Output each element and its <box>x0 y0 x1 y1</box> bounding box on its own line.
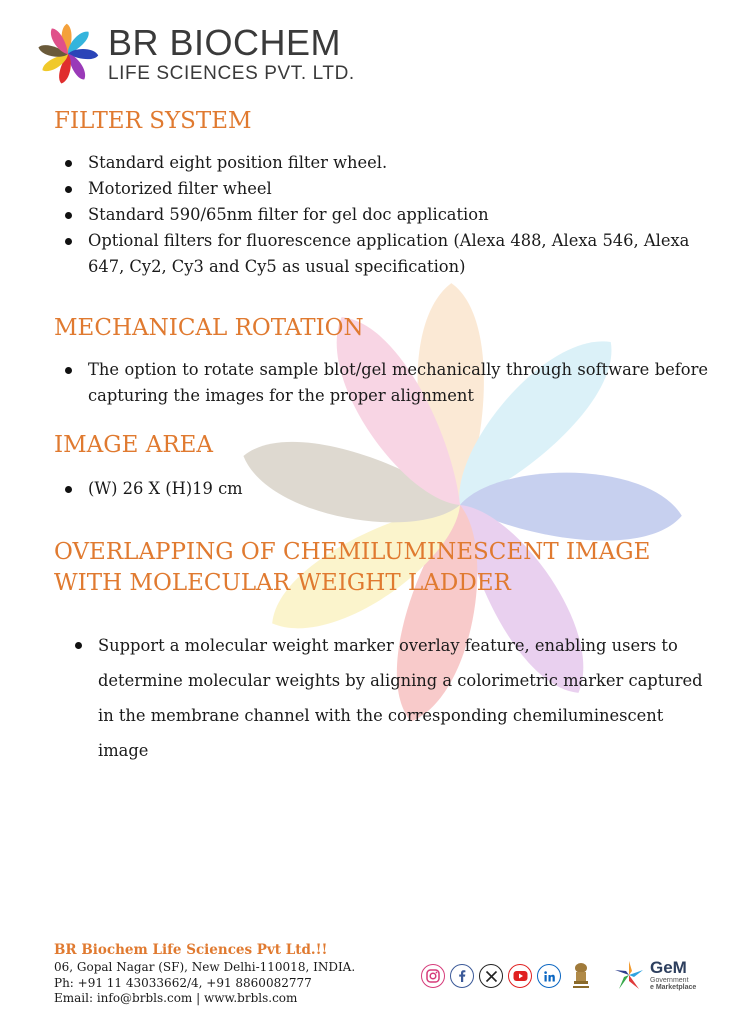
facebook-icon[interactable] <box>450 964 474 988</box>
mechanical-rotation-list <box>54 357 708 409</box>
section-title-overlapping: OVERLAPPING OF CHEMILUMINESCENT IMAGE WITH MOLECULAR WEIGHT LADDER <box>54 539 651 596</box>
list-item: Motorized filter wheel <box>54 176 709 202</box>
youtube-icon[interactable] <box>508 964 532 988</box>
list-item: The option to rotate sample blot/gel mechanically through software before capturing the images for the proper alignment <box>54 357 708 409</box>
list-item: Standard eight position filter wheel. <box>54 150 709 176</box>
header-logo <box>36 22 355 86</box>
footer-contact <box>54 940 355 1007</box>
flower-logo-icon <box>36 22 100 86</box>
footer-email: Email: info@brbls.com | www.brbls.com <box>54 991 298 1005</box>
national-emblem-icon <box>570 961 592 991</box>
section-title-filter-system: FILTER SYSTEM <box>54 108 252 134</box>
list-item: Optional filters for fluorescence application (Alexa 488, Alexa 546, Alexa 647, Cy2, Cy3 and Cy5 as usual specification) <box>54 228 709 280</box>
x-icon[interactable] <box>479 964 503 988</box>
footer-company: BR Biochem Life Sciences Pvt Ltd.!! <box>54 942 328 958</box>
gem-logo <box>612 958 696 992</box>
footer-address: 06, Gopal Nagar (SF), New Delhi-110018, INDIA. <box>54 960 356 974</box>
gem-line2: e Marketplace <box>650 984 697 991</box>
list-item: Standard 590/65nm filter for gel doc application <box>54 202 709 228</box>
instagram-icon[interactable] <box>421 964 445 988</box>
filter-system-list <box>54 150 709 280</box>
gem-line1: Government <box>650 977 689 984</box>
brand-subtitle: LIFE SCIENCES PVT. LTD. <box>108 63 355 84</box>
brand-name: BR BIOCHEM <box>108 22 342 63</box>
footer-phone: Ph: +91 11 43033662/4, +91 8860082777 <box>54 975 312 990</box>
list-item: (W) 26 X (H)19 cm <box>54 476 709 502</box>
section-title-image-area: IMAGE AREA <box>54 432 214 458</box>
section-title-mechanical-rotation: MECHANICAL ROTATION <box>54 315 364 341</box>
image-area-list <box>54 476 709 502</box>
linkedin-icon[interactable] <box>537 964 561 988</box>
overlapping-list <box>64 628 704 768</box>
social-links <box>421 961 592 991</box>
gem-name: GeM <box>650 958 687 977</box>
list-item: Support a molecular weight marker overlay feature, enabling users to determine molecular weights by aligning a colorimetric marker captured in the membrane channel with the corresponding chemiluminescent image <box>64 628 704 768</box>
gem-star-icon <box>612 958 646 992</box>
